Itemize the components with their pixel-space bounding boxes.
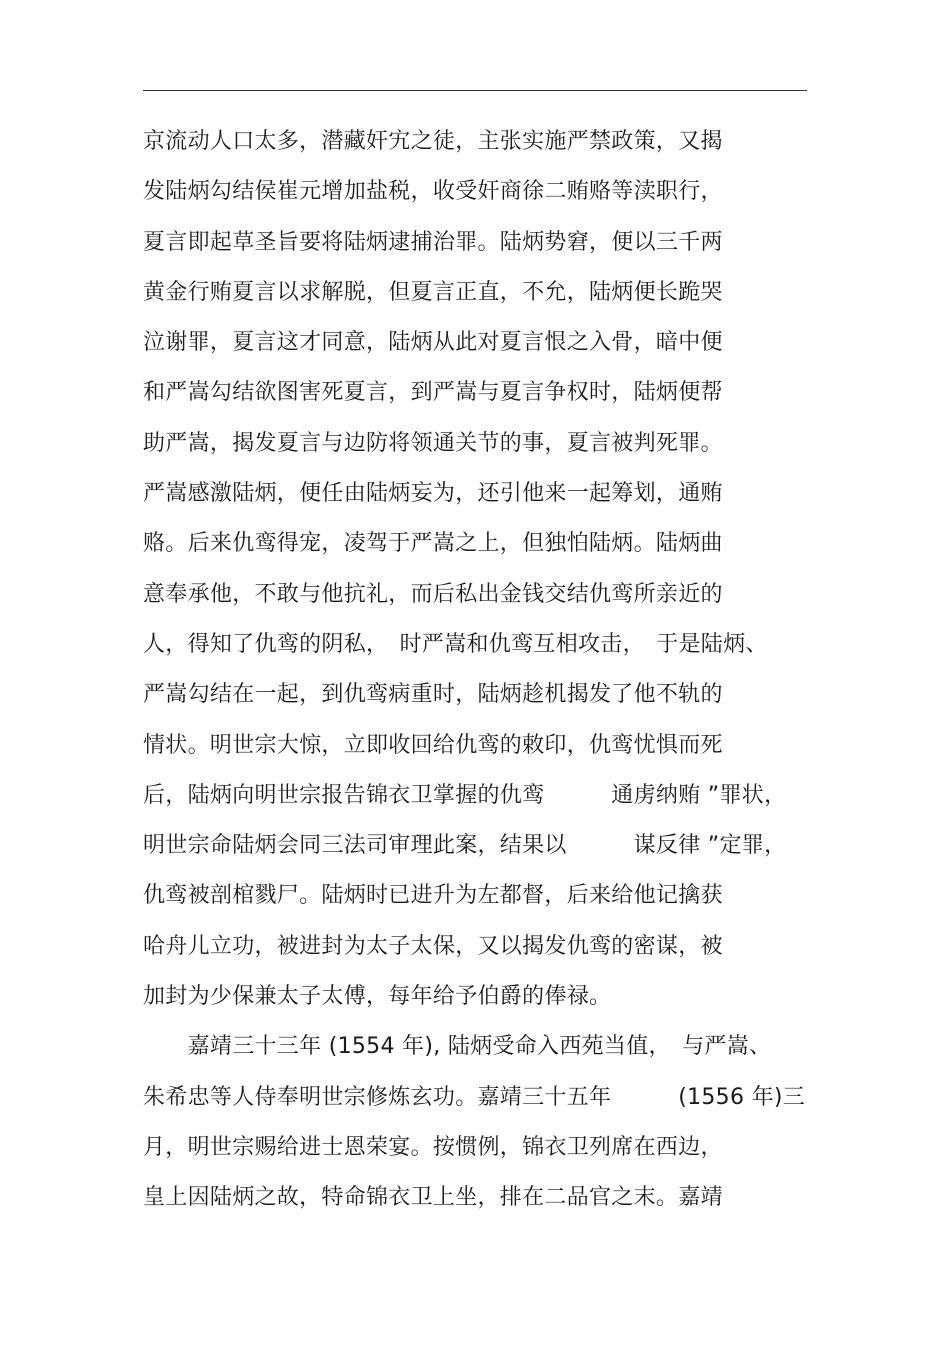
text-line: 皇上因陆炳之故，特命锦衣卫上坐，排在二品官之末。嘉靖 <box>143 1185 723 1211</box>
text-line: 人，得知了仇鸾的阴私， 时严嵩和仇鸾互相攻击， 于是陆炳、 <box>143 631 768 657</box>
header-rule <box>143 90 807 91</box>
text-line: 黄金行贿夏言以求解脱，但夏言正直，不允，陆炳便长跪哭 <box>143 279 723 305</box>
text-line: 严嵩勾结在一起，到仇鸾病重时，陆炳趁机揭发了他不轨的 <box>143 682 723 708</box>
text-line: 明世宗命陆炳会同三法司审理此案，结果以 谋反律 ”定罪， <box>143 833 787 859</box>
text-line: 赂。后来仇鸾得宠，凌驾于严嵩之上，但独怕陆炳。陆炳曲 <box>143 531 723 557</box>
text-line: 朱希忠等人侍奉明世宗修炼玄功。嘉靖三十五年 (1556 年)三 <box>143 1084 806 1110</box>
body-text <box>143 124 823 1231</box>
text-line: 嘉靖三十三年 (1554 年), 陆炳受命入西苑当值， 与严嵩、 <box>143 1034 772 1060</box>
text-line: 泣谢罪，夏言这才同意，陆炳从此对夏言恨之入骨，暗中便 <box>143 330 723 356</box>
text-line: 后，陆炳向明世宗报告锦衣卫掌握的仇鸾 通虏纳贿 ”罪状， <box>143 782 787 808</box>
text-line: 夏言即起草圣旨要将陆炳逮捕治罪。陆炳势窘，便以三千两 <box>143 229 723 255</box>
text-line: 仇鸾被剖棺戮尸。陆炳时已进升为左都督，后来给他记擒获 <box>143 883 723 909</box>
text-line: 加封为少保兼太子太傅，每年给予伯爵的俸禄。 <box>143 984 612 1010</box>
text-line: 发陆炳勾结侯崔元增加盐税，收受奸商徐二贿赂等渎职行， <box>143 179 723 205</box>
text-line: 严嵩感激陆炳，便任由陆炳妄为，还引他来一起筹划，通贿 <box>143 481 723 507</box>
text-line: 助严嵩，揭发夏言与边防将领通关节的事，夏言被判死罪。 <box>143 430 723 456</box>
text-line: 情状。明世宗大惊，立即收回给仇鸾的敕印，仇鸾忧惧而死 <box>143 732 723 758</box>
text-line: 意奉承他，不敢与他抗礼，而后私出金钱交结仇鸾所亲近的 <box>143 581 723 607</box>
text-line: 和严嵩勾结欲图害死夏言，到严嵩与夏言争权时，陆炳便帮 <box>143 380 723 406</box>
text-line: 哈舟儿立功，被进封为太子太保，又以揭发仇鸾的密谋，被 <box>143 933 723 959</box>
text-line: 京流动人口太多，潜藏奸宄之徒，主张实施严禁政策，又揭 <box>143 129 723 154</box>
text-line: 月，明世宗赐给进士恩荣宴。按惯例，锦衣卫列席在西边， <box>143 1134 723 1160</box>
